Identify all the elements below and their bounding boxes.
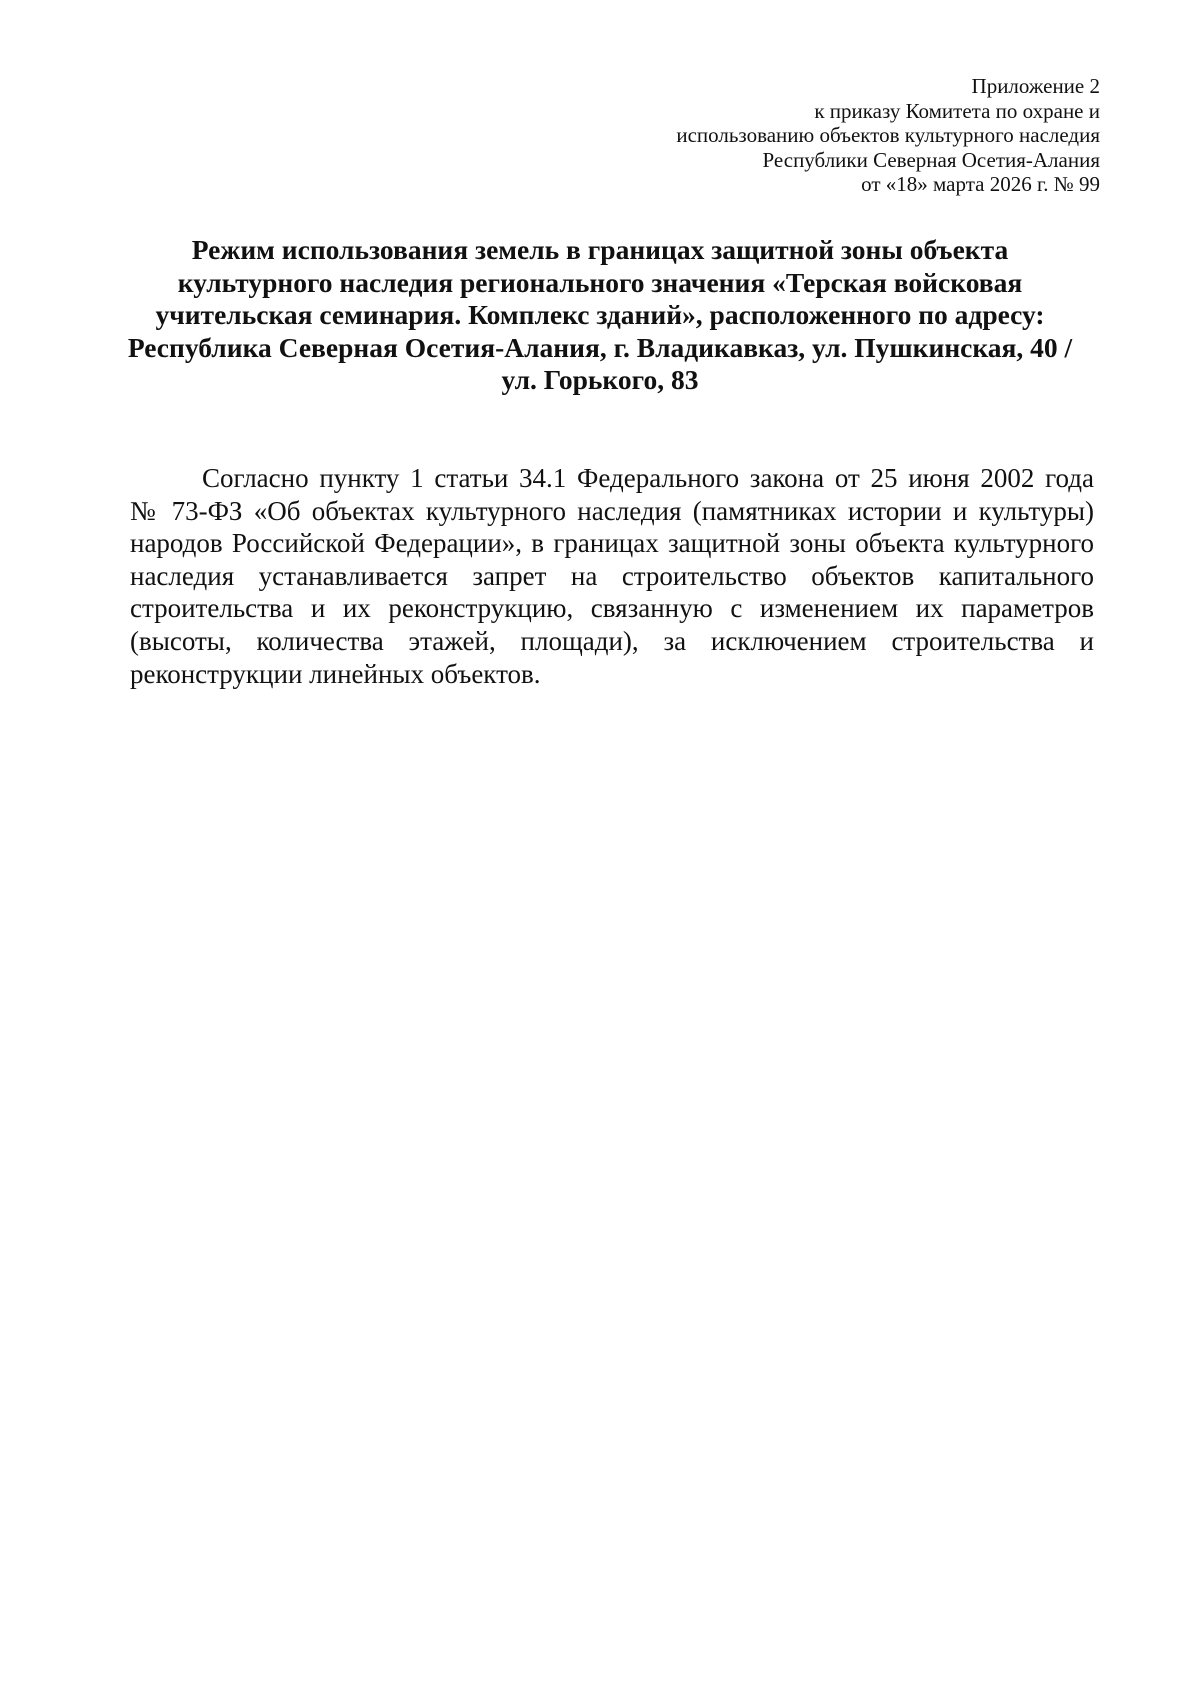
paragraph-line: Согласно пункту 1 статьи 34.1 Федерального закона от 25 июня 2002 года bbox=[202, 463, 1094, 493]
title-line: учительская семинария. Комплекс зданий», расположенного по адресу: bbox=[155, 299, 1045, 330]
document-title bbox=[118, 234, 1082, 397]
paragraph-line: № 73-ФЗ «Об объектах культурного наследия (памятниках истории и культуры) bbox=[130, 495, 1094, 526]
annex-order-date: от «18» марта 2026 г. № 99 bbox=[861, 172, 1100, 196]
body-paragraph bbox=[130, 462, 1094, 690]
title-line: ул. Горького, 83 bbox=[501, 364, 699, 395]
title-line: культурного наследия регионального значения «Терская войсковая bbox=[177, 266, 1023, 298]
annex-order-ref: к приказу Комитета по охране и bbox=[814, 98, 1100, 123]
paragraph-line: строительства и их реконструкцию, связанную с изменением их параметров bbox=[130, 593, 1094, 624]
annex-number: Приложение 2 bbox=[971, 74, 1100, 98]
paragraph-line: реконструкции линейных объектов. bbox=[130, 658, 541, 689]
annex-order-ref: использованию объектов культурного наследия bbox=[676, 123, 1100, 147]
annex-header bbox=[500, 74, 1100, 197]
title-line: Режим использования земель в границах защитной зоны объекта bbox=[191, 234, 1009, 265]
annex-order-ref: Республики Северная Осетия-Алания bbox=[762, 147, 1100, 172]
paragraph-line: (высоты, количества этажей, площади), за исключением строительства и bbox=[130, 625, 1094, 656]
title-line: Республика Северная Осетия-Алания, г. Владикавказ, ул. Пушкинская, 40 / bbox=[127, 331, 1073, 363]
paragraph-line: наследия устанавливается запрет на строительство объектов капитального bbox=[130, 560, 1094, 591]
paragraph-line: народов Российской Федерации», в границах защитной зоны объекта культурного bbox=[130, 528, 1094, 559]
